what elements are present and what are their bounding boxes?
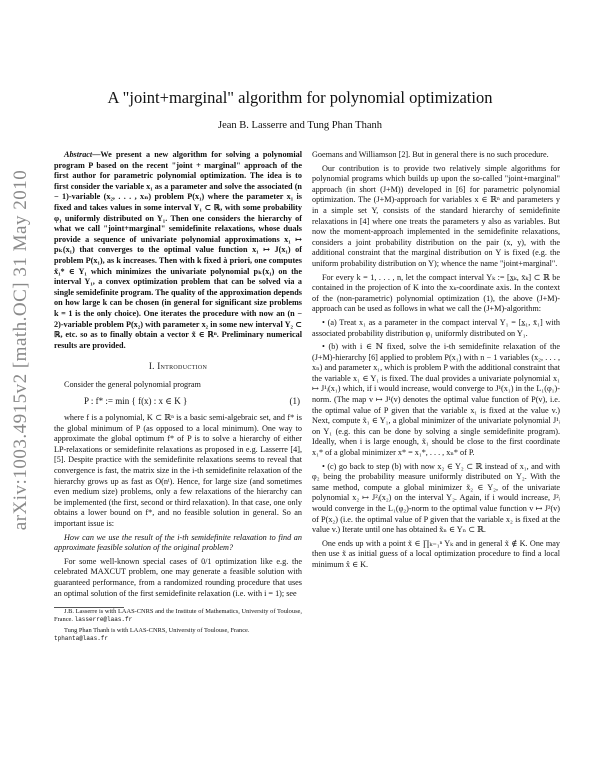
right-paragraph-3: For every k = 1, . . . , n, let the compact interval Yₖ := [x̲ₖ, x̄ₖ] ⊂ ℝ be contained in the projection of K into the xₖ-coordinate axis. In the context of the (non-parametric) polynomial optimization (1), the above (J+M)-approach can be used as follows in what we call the (J+M)-algorithm:: [312, 272, 560, 314]
arxiv-stamp: arXiv:1003.4915v2 [math.OC] 31 May 2010: [10, 169, 31, 531]
section-heading: I. Introduction: [148, 361, 208, 372]
right-paragraph-2: Our contribution is to provide two relatively simple algorithms for polynomial programs which builds up upon the so-called "joint+marginal" approach (in short (J+M)) developed in [6] for parametric polynomial optimization. The (J+M)-approach for variables x ∈ ℝⁿ and parameters y in a simple set Y, consists of the standard hierarchy of semidefinite relaxations in [4] where one treats the parameters y also as variables. But now the moment-approach implemented in the semidefinite relaxations, considers a joint probability distribution on the pair (x, y), with the additional constraint that the marginal distribution on Y is fixed (e.g. the uniform probability distribution on Y); whence the name "joint+marginal".: [312, 163, 560, 268]
equation-number: (1): [289, 396, 300, 407]
left-column: [54, 150, 302, 646]
paper-authors: Jean B. Lasserre and Tung Phan Thanh: [218, 120, 382, 131]
intro-paragraph-3: For some well-known special cases of 0/1 optimization like e.g. the celebrated MAXCUT problem, one may generate a feasible solution with guaranteed performance, from a randomized rounding procedure that uses an optimal solution of the first semidefinite relaxation (i.e. with i = 1); see: [54, 556, 302, 598]
intro-paragraph-2: where f is a polynomial, K ⊂ ℝⁿ is a basic semi-algebraic set, and f* is the global minimum of P (as opposed to a local minimum). One way to approximate the global optimum f* of P is to solve a hierarchy of either LP-relaxations or semidefinite relaxations as proposed in e.g. Lasserre [4], [5]. Despite practice with the semidefinite relaxations seems to reveal that convergence is fast, the matrix size in the i-th semidefinite relaxation of the hierarchy grows up as fast as O(nⁱ). Hence, for large size (and sometimes even medium size) problems, only a few relaxations of the hierarchy can be implemented (the first, second or third relaxation). In that case, one only obtains a lower bound on f*, and no feasible solution in general. So an important issue is:: [54, 413, 302, 528]
equation-1: [54, 396, 302, 407]
algorithm-step-b: • (b) with i ∈ ℕ fixed, solve the i-th semidefinite relaxation of the (J+M)-hierarchy [6] applied to problem P(x₁) with n − 1 variables (x₂, . . . , xₙ) and parameter x₁, which is problem P with the additional constraint that the variable x₁ ∈ Y₁ is fixed. The dual provides a univariate polynomial x₁ ↦ J¹ᵢ(x₁) which, if i would increase, would converge to J¹(x₁) in the L₁(φ₁)-norm. (The map v ↦ J¹(v) denotes the optimal value function of P(v), i.e. the optimal value of P given that the variable x₁ is fixed at the value v.) Next, compute x̃₁ ∈ Y₁, a global minimizer of the univariate polynomial J¹ᵢ on Y₁ (e.g. this can be done by solving a single semidefinite program). Ideally, when i is large enough, x̃₁ should be close to the first coordinate x₁* of a global minimizer x* = x₁*, . . . , xₙ* of P.: [312, 342, 560, 458]
intro-paragraph-1: Consider the general polynomial program: [64, 379, 201, 389]
research-question: How can we use the result of the i-th semidefinite relaxation to find an approximate feasible solution of the original problem?: [54, 532, 302, 553]
algorithm-step-a: • (a) Treat x₁ as a parameter in the compact interval Y₁ = [x̲₁, x̄₁] with associated probability distribution φ₁ uniformly distributed on Y₁.: [312, 317, 560, 338]
algorithm-step-c: • (c) go back to step (b) with now x₂ ∈ Y₂ ⊂ ℝ instead of x₁, and with φ₂ being the probability measure uniformly distributed on Y₂. With the same method, compute a global minimizer x̃₂ ∈ Y₂, of the univariate polynomial x₂ ↦ J²ᵢ(x₂) on the interval Y₂. Again, if i would increase, J²ᵢ would converge in the L₁(φ₂)-norm to the optimal value function v ↦ J²(v) of P(x₂) (i.e. the optimal value of P given that the variable x₂ is fixed at the value v.) Iterate until one has obtained x̃ₙ ∈ Yₙ ⊂ ℝ.: [312, 461, 560, 535]
abstract-text: —We present a new algorithm for solving a polynomial program P based on the recent "joint + marginal" approach of the first author for parametric polynomial optimization. The idea is to first consider the variable x₁ as a parameter and solve the associated (n − 1)-variable (x₂, . . . , xₙ) problem P(x₁) where the parameter x₁ is fixed and takes values in some interval Y₁ ⊂ ℝ, with some probability φ₁ uniformly distributed on Y₁. Then one considers the hierarchy of what we call "joint+marginal" semidefinite relaxations, whose duals provide a sequence of univariate polynomial approximations x₁ ↦ pₖ(x₁) that converges to the optimal value function x₁ ↦ J(x₁) of problem P(x₁), as k increases. Then with k fixed à priori, one computes x̃₁* ∈ Y₁ which minimizes the univariate polynomial pₖ(x₁) on the interval Y₁, a convex optimization problem that can be solved via a single semidefinite program. The quality of the approximation depends on how large k can be chosen (in general for significant size problems k = 1 is the only choice). One iterates the procedure with now an (n − 2)-variable problem P(x₂) with parameter x₂ in some new interval Y₂ ⊂ ℝ, etc. so as to finally obtain a vector x̃ ∈ ℝⁿ. Preliminary numerical results are provided.: [54, 150, 302, 350]
abstract-label: Abstract: [64, 150, 93, 159]
equation-body: P : f* := min { f(x) : x ∈ K }: [84, 396, 188, 407]
footnote-1: J.B. Lasserre is with LAAS-CNRS and the Institute of Mathematics, University of Toulouse, France. lasserre@laas.fr: [54, 608, 302, 624]
abstract: [54, 150, 302, 351]
paper-title: A "joint+marginal" algorithm for polynomial optimization: [107, 88, 493, 107]
right-paragraph-1: Goemans and Williamson [2]. But in general there is no such procedure.: [312, 150, 549, 159]
right-paragraph-4: One ends up with a point x̃ ∈ ∏ₖ₌₁ⁿ Yₖ and in general x̃ ∉ K. One may then use x̃ as initial guess of a local optimization procedure to find a local minimum x̂ ∈ K.: [312, 538, 560, 569]
right-column: [312, 150, 560, 574]
email-tphanta[interactable]: tphanta@laas.fr: [54, 635, 109, 643]
footnote-2: Tung Phan Thanh is with LAAS-CNRS, University of Toulouse, France. tphanta@laas.fr: [54, 627, 250, 643]
email-lasserre[interactable]: lasserre@laas.fr: [74, 616, 133, 624]
